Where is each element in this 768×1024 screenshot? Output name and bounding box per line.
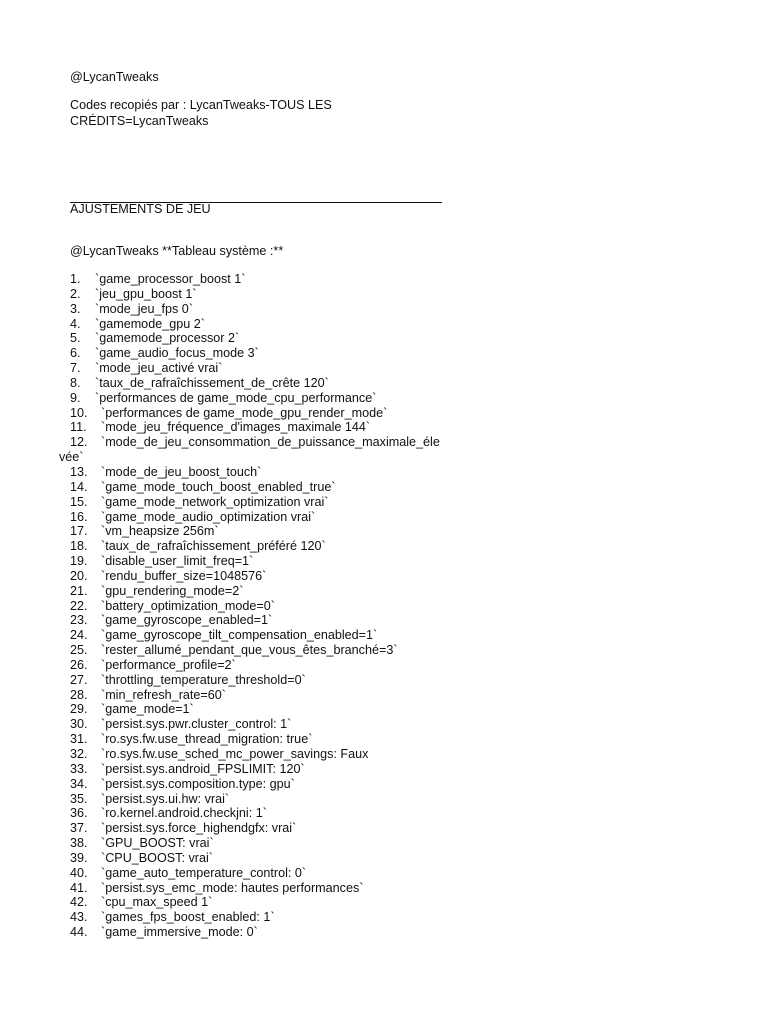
list-item-text: `taux_de_rafraîchissement_préféré 120`: [101, 539, 326, 554]
list-item: [59, 435, 760, 465]
list-item-text: `battery_optimization_mode=0`: [101, 598, 275, 613]
list-item: [70, 747, 760, 762]
list-item-number: 3.: [70, 301, 81, 316]
list-item: [70, 391, 760, 406]
list-item-number: 11.: [70, 420, 87, 435]
list-item-text: `game_gyroscope_tilt_compensation_enabled=1`: [101, 628, 378, 643]
list-item-number: 18.: [70, 539, 88, 554]
list-item: [70, 910, 760, 925]
list-item-text: `ro.sys.fw.use_thread_migration: true`: [101, 732, 313, 747]
list-item: [70, 406, 760, 421]
list-item-text: `game_mode_touch_boost_enabled_true`: [101, 479, 336, 494]
list-item-number: 10.: [70, 405, 88, 420]
list-item-number: 25.: [70, 643, 88, 658]
list-item-number: 24.: [70, 628, 88, 643]
list-item: [70, 599, 760, 614]
list-item-text: `rendu_buffer_size=1048576`: [101, 568, 267, 583]
list-item: [70, 569, 760, 584]
list-item-number: 9.: [70, 390, 81, 405]
list-item-number: 1.: [70, 272, 81, 286]
list-item: [70, 510, 760, 525]
author-handle: @LycanTweaks: [70, 70, 159, 84]
list-item-number: 13.: [70, 464, 88, 479]
list-item: [70, 272, 760, 287]
list-item-text: `performance_profile=2`: [101, 657, 236, 672]
list-item-number: 36.: [70, 806, 88, 821]
list-item-number: 34.: [70, 776, 88, 791]
list-item-text: `disable_user_limit_freq=1`: [101, 554, 254, 569]
list-item-number: 22.: [70, 598, 88, 613]
list-item-text: `gamemode_gpu 2`: [95, 316, 205, 331]
list-item-text: `performances de game_mode_cpu_performance`: [95, 390, 377, 405]
list-item-text: `GPU_BOOST: vrai`: [101, 836, 214, 851]
list-item: [70, 925, 760, 940]
credits-line-1: Codes recopiés par : LycanTweaks-TOUS LES: [70, 98, 332, 112]
list-item: [70, 643, 760, 658]
list-item-number: 29.: [70, 702, 88, 717]
list-item-number: 42.: [70, 895, 88, 910]
list-item-text: `gpu_rendering_mode=2`: [101, 583, 244, 598]
list-item-number: 28.: [70, 687, 88, 702]
list-item: [70, 480, 760, 495]
list-item-text: `mode_de_jeu_boost_touch`: [101, 464, 262, 479]
list-item-text: `games_fps_boost_enabled: 1`: [101, 910, 275, 925]
list-item-text: `mode_jeu_activé vrai`: [95, 361, 223, 376]
list-item-number: 27.: [70, 672, 88, 687]
list-item: [70, 628, 760, 643]
list-item-number: 26.: [70, 657, 88, 672]
list-item: [70, 465, 760, 480]
list-item-number: 8.: [70, 375, 81, 390]
list-item: [70, 688, 760, 703]
list-item-number: 2.: [70, 286, 81, 301]
list-item-number: 41.: [70, 880, 88, 895]
list-item-number: 35.: [70, 791, 88, 806]
list-item-number: 37.: [70, 821, 88, 836]
list-item-text: `throttling_temperature_threshold=0`: [101, 672, 306, 687]
section-heading: AJUSTEMENTS DE JEU: [70, 202, 211, 216]
list-item-number: 6.: [70, 346, 81, 361]
list-item-text: `ro.kernel.android.checkjni: 1`: [101, 806, 267, 821]
list-item-text: `persist.sys.android_FPSLIMIT: 120`: [101, 761, 305, 776]
list-item: [70, 317, 760, 332]
list-item: [70, 895, 760, 910]
list-item-number: 16.: [70, 509, 88, 524]
list-item: [70, 584, 760, 599]
list-item-number: 20.: [70, 568, 88, 583]
list-item-text: `mode_jeu_fps 0`: [95, 301, 194, 316]
list-item: [70, 524, 760, 539]
list-item-text: `min_refresh_rate=60`: [101, 687, 226, 702]
tweak-list: [59, 272, 760, 940]
credits-line-2: CRÉDITS=LycanTweaks: [70, 114, 209, 128]
list-item-number: 14.: [70, 479, 88, 494]
list-item: [70, 851, 760, 866]
list-item-text: `game_mode=1`: [101, 702, 194, 717]
list-item-number: 32.: [70, 747, 88, 761]
list-item-text: `gamemode_processor 2`: [95, 331, 240, 346]
list-item: [70, 346, 760, 361]
list-item-number: 7.: [70, 361, 81, 376]
list-item: [70, 717, 760, 732]
list-item-number: 17.: [70, 524, 88, 539]
list-item-number: 30.: [70, 717, 88, 732]
list-item-text: `persist.sys.ui.hw: vrai`: [101, 791, 230, 806]
list-item-text: `jeu_gpu_boost 1`: [95, 286, 197, 301]
list-item: [70, 539, 760, 554]
list-item: [70, 762, 760, 777]
list-item-number: 40.: [70, 865, 88, 880]
list-item-text: `rester_allumé_pendant_que_vous_êtes_branché=3`: [101, 643, 398, 658]
list-item-text: `mode_jeu_fréquence_d'images_maximale 144`: [101, 420, 371, 435]
list-item: [70, 376, 760, 391]
list-item-number: 4.: [70, 316, 81, 331]
list-item: [70, 673, 760, 688]
list-item: [70, 821, 760, 836]
list-item-text: `persist.sys.composition.type: gpu`: [101, 776, 295, 791]
list-item: [70, 302, 760, 317]
list-item-number: 38.: [70, 836, 88, 851]
list-item-number: 19.: [70, 554, 88, 569]
list-item: [70, 702, 760, 717]
list-item-number: 21.: [70, 583, 88, 598]
list-item: [70, 866, 760, 881]
list-item: [70, 806, 760, 821]
list-item: [70, 613, 760, 628]
list-item: [70, 361, 760, 376]
list-item: [70, 495, 760, 510]
list-item-number: 44.: [70, 925, 88, 940]
list-item: [70, 732, 760, 747]
list-item-text: `persist.sys.pwr.cluster_control: 1`: [101, 717, 292, 732]
list-item: [70, 331, 760, 346]
list-item: [70, 792, 760, 807]
list-item-text: `ro.sys.fw.use_sched_mc_power_savings: Faux: [101, 747, 369, 761]
list-item: [70, 881, 760, 896]
list-item-number: 5.: [70, 331, 81, 346]
list-item-text: `game_gyroscope_enabled=1`: [101, 613, 273, 628]
list-item: [70, 287, 760, 302]
list-item-number: 31.: [70, 732, 88, 747]
list-item-text: `game_mode_audio_optimization vrai`: [101, 509, 316, 524]
list-item-text: `game_immersive_mode: 0`: [101, 925, 258, 940]
list-item-text: `game_audio_focus_mode 3`: [95, 346, 259, 361]
list-item-text: `CPU_BOOST: vrai`: [101, 850, 213, 865]
list-item: [70, 836, 760, 851]
list-item: [70, 554, 760, 569]
list-item-number: 43.: [70, 910, 88, 925]
list-item: [70, 420, 760, 435]
list-item-text: `mode_de_jeu_consommation_de_puissance_maximale_éle: [101, 435, 440, 450]
list-item-text: `game_auto_temperature_control: 0`: [101, 865, 307, 880]
list-item-text: `game_mode_network_optimization vrai`: [101, 494, 329, 509]
list-item-text: `cpu_max_speed 1`: [101, 895, 213, 910]
list-item-number: 15.: [70, 494, 88, 509]
list-item-number: 23.: [70, 613, 88, 628]
list-item-number: 39.: [70, 850, 88, 865]
list-item-text: `persist.sys.force_highendgfx: vrai`: [101, 821, 297, 836]
list-item-number: 12.: [70, 435, 88, 450]
list-item: [70, 658, 760, 673]
list-item-text: `persist.sys_emc_mode: hautes performances`: [101, 880, 364, 895]
section-subtitle: @LycanTweaks **Tableau système :**: [70, 244, 284, 258]
list-item-text-continuation: vée`: [59, 450, 84, 465]
list-item-text: `performances de game_mode_gpu_render_mode`: [101, 405, 388, 420]
list-item-text: `vm_heapsize 256m`: [101, 524, 219, 539]
list-item-number: 33.: [70, 761, 88, 776]
list-item-text: `taux_de_rafraîchissement_de_crête 120`: [95, 375, 329, 390]
list-item-text: `game_processor_boost 1`: [95, 272, 246, 286]
list-item: [70, 777, 760, 792]
